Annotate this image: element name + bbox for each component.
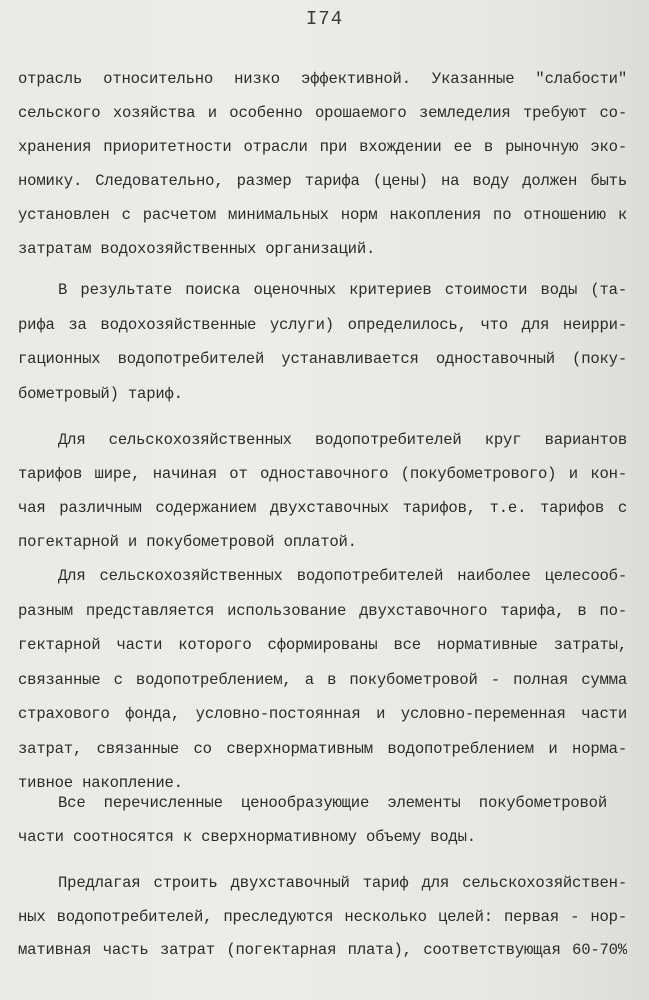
text-line: чая различным содержанием двухставочных тарифов, т.е. тарифов с (18, 499, 627, 517)
text-line: номику. Следовательно, размер тарифа (цены) на воду должен быть (18, 172, 627, 190)
text-line: рифа за водохозяйственные услуги) определилось, что для неирри- (18, 315, 627, 334)
paragraph-4 (18, 567, 627, 809)
text-line: ных водопотребителей, преследуются несколько целей: первая - нор- (18, 907, 627, 926)
text-line: страхового фонда, условно-постоянная и условно-переменная части (18, 705, 627, 723)
text-line: Предлагая строить двухставочный тариф для сельскохозяйствен- (58, 874, 627, 892)
text-line: хранения приоритетности отрасли при вхождении ее в рыночную эко- (18, 138, 627, 156)
text-line: затрат, связанные со сверхнормативным водопотреблением и норма- (18, 739, 627, 758)
paragraph-3 (18, 431, 627, 567)
text-line: погектарной и покубометровой оплатой. (18, 533, 357, 551)
text-line: затратам водохозяйственных организаций. (18, 240, 376, 258)
text-line: бометровый) тариф. (18, 384, 183, 403)
paragraph-1 (18, 70, 627, 274)
text-line: В результате поиска оценочных критериев стоимости воды (та- (58, 281, 627, 299)
text-line: сельского хозяйства и особенно орошаемого земледелия требуют со- (18, 104, 627, 122)
text-line: Все перечисленные ценообразующие элементы покубометровой (58, 794, 607, 812)
page-number: I74 (305, 8, 344, 30)
text-line: части соотносятся к сверхнормативному объему воды. (18, 827, 476, 846)
text-line: установлен с расчетом минимальных норм накопления по отношению к (18, 206, 627, 224)
text-line: разным представляется использование двухставочного тарифа, в по- (18, 601, 627, 620)
paragraph-5 (18, 794, 627, 861)
text-line: тивное накопление. (18, 774, 183, 792)
text-line: гационных водопотребителей устанавливается одноставочный (поку- (18, 350, 627, 368)
text-line: Для сельскохозяйственных водопотребителей круг вариантов (58, 431, 627, 449)
text-line: гектарной части которого сформированы все нормативные затраты, (18, 636, 627, 654)
text-line: отрасль относительно низко эффективной. Указанные "слабости" (18, 70, 627, 88)
text-line: тарифов шире, начиная от одноставочного (покубометрового) и кон- (18, 465, 627, 483)
text-line: связанные с водопотреблением, а в покубометровой - полная сумма (18, 670, 627, 689)
text-line: мативная часть затрат (погектарная плата), соответствующая 60-70% (18, 941, 627, 959)
paragraph-6 (18, 874, 627, 975)
paragraph-2 (18, 281, 627, 419)
text-line: Для сельскохозяйственных водопотребителей наиболее целесооб- (58, 567, 627, 585)
